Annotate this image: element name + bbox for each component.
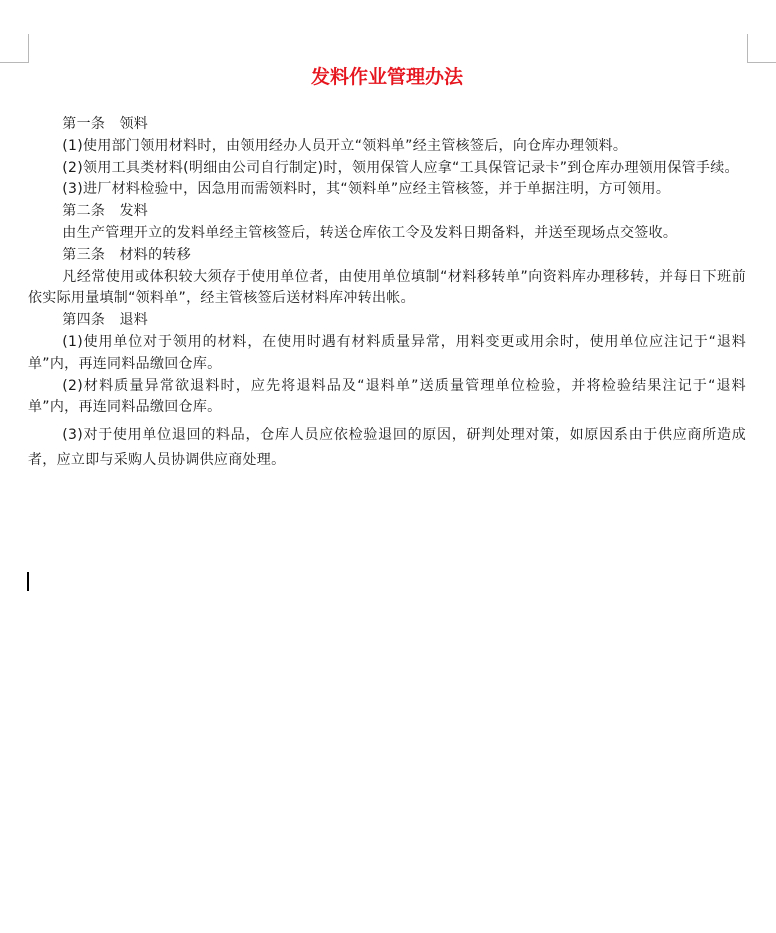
crop-mark-top-right (747, 34, 776, 63)
article-heading-4: 第四条 退料 (62, 312, 149, 329)
article-1-item-3: (3)进厂材料检验中，因急用而需领料时，其“领料单”应经主管核签，并于单据注明，方可领用。 (62, 181, 671, 198)
document-body[interactable] (28, 60, 746, 473)
article-heading-2: 第二条 发料 (62, 203, 149, 220)
article-1-item-1: (1)使用部门领用材料时，由领用经办人员开立“领料单”经主管核签后，向仓库办理领料。 (62, 137, 628, 154)
text-cursor (27, 572, 29, 591)
article-2-body: 由生产管理开立的发料单经主管核签后，转送仓库依工令及发料日期备料，并送至现场点交签收。 (62, 224, 678, 241)
article-4-item-3: (3)对于使用单位退回的料品，仓库人员应依检验退回的原因，研判处理对策，如原因系由于供应商所造成者，应立即与采购人员协调供应商处理。 (28, 427, 746, 469)
crop-mark-top-left (0, 34, 29, 63)
article-1-item-2: (2)领用工具类材料(明细由公司自行制定)时，领用保管人应拿“工具保管记录卡”到仓库办理领用保管手续。 (62, 159, 739, 176)
article-heading-1: 第一条 领料 (62, 116, 149, 132)
document-title: 发料作业管理办法 (310, 66, 463, 88)
article-heading-3: 第三条 材料的转移 (62, 246, 191, 263)
article-4-item-2: (2)材料质量异常欲退料时，应先将退料品及“退料单”送质量管理单位检验，并将检验结果注记于“退料单”内，再连同料品缴回仓库。 (28, 377, 746, 416)
article-4-item-1: (1)使用单位对于领用的材料，在使用时遇有材料质量异常，用料变更或用余时，使用单位应注记于“退料单”内，再连同料品缴回仓库。 (28, 333, 746, 372)
article-3-body: 凡经常使用或体积较大须存于使用单位者，由使用单位填制“材料移转单”向资料库办理移转，并每日下班前依实际用量填制“领料单”，经主管核签后送材料库冲转出帐。 (28, 268, 746, 307)
